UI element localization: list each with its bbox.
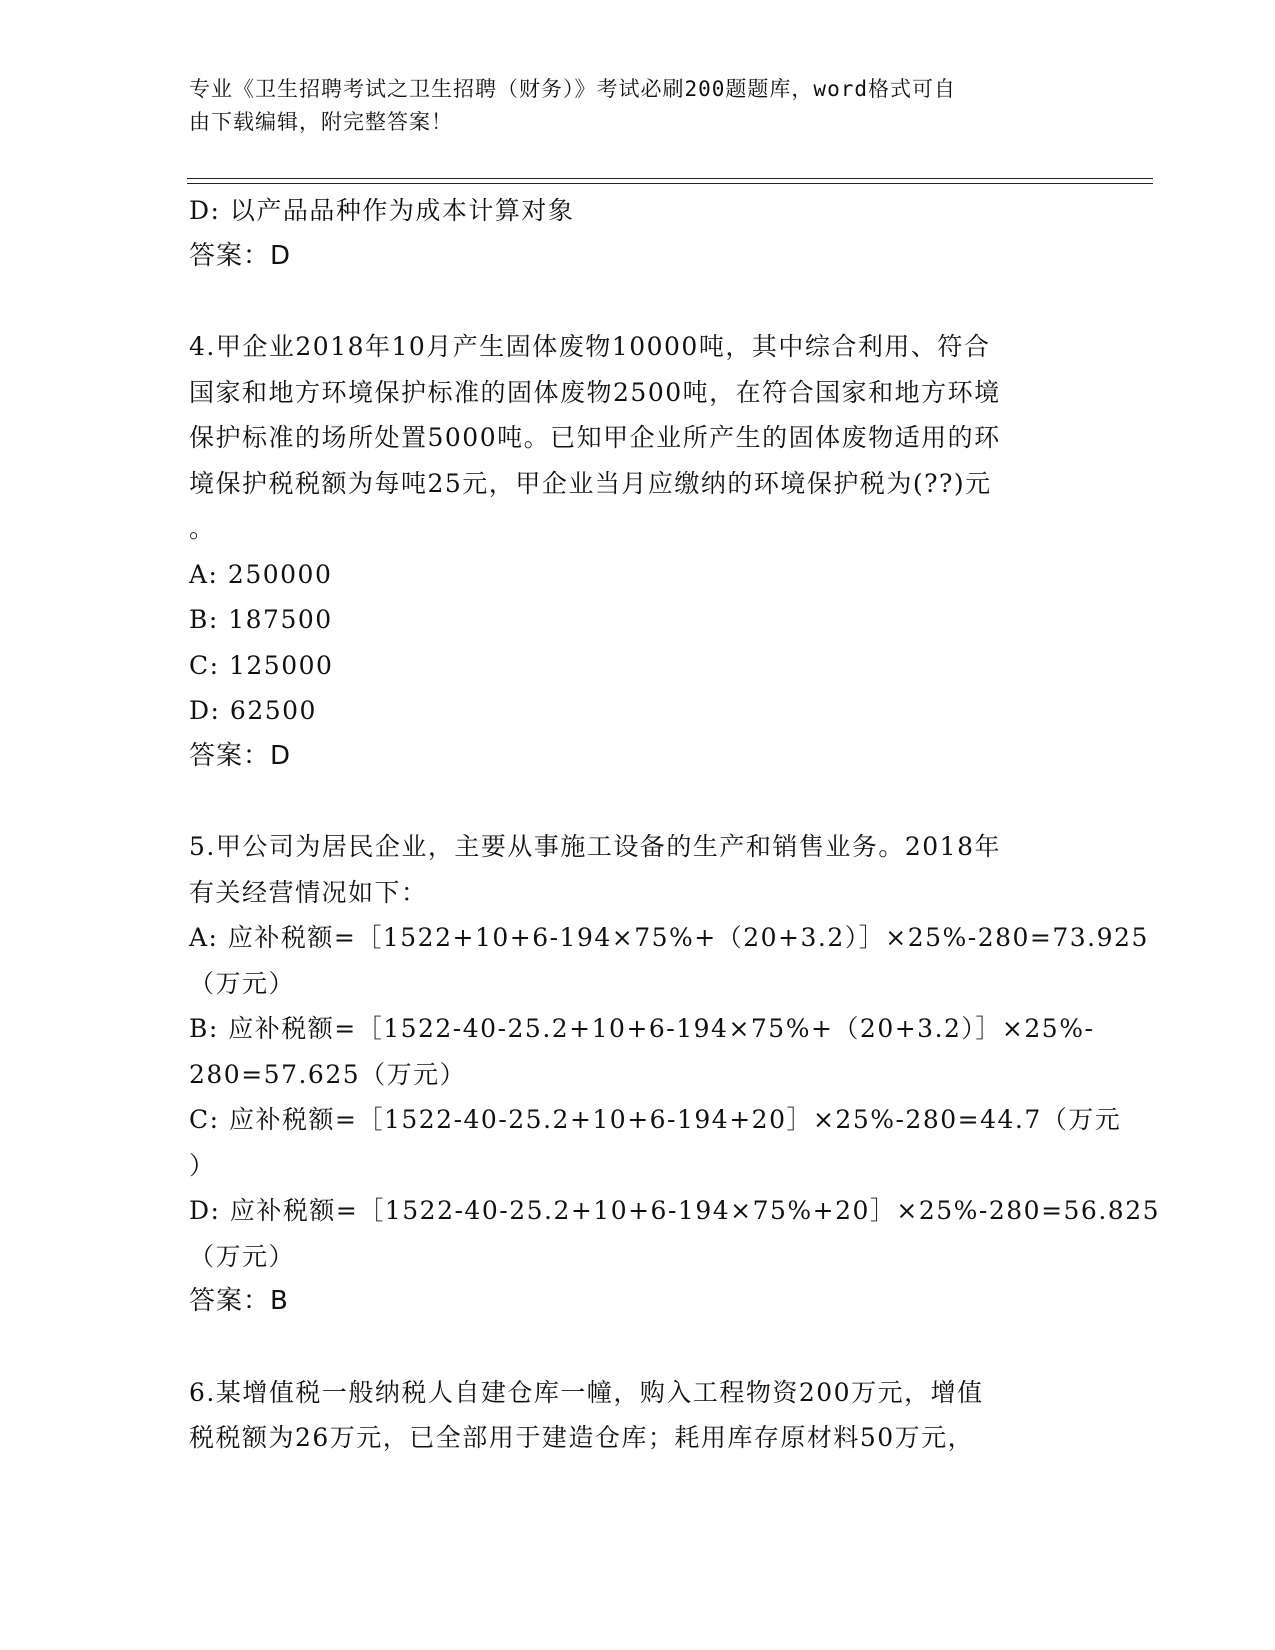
document-body	[189, 188, 1161, 1461]
option-a-continued: （万元）	[189, 968, 296, 998]
option-d: D: 以产品品种作为成本计算对象	[189, 196, 575, 225]
question-3-tail	[189, 188, 1079, 279]
question-stem-line: 6.某增值税一般纳税人自建仓库一幢，购入工程物资200万元，增值	[189, 1377, 984, 1407]
page-header	[189, 73, 1069, 139]
question-stem-line: 境保护税税额为每吨25元，甲企业当月应缴纳的环境保护税为(??)元	[189, 468, 992, 498]
option-b-continued: 280=57.625（万元）	[189, 1059, 467, 1089]
option-c: C: 125000	[189, 650, 334, 680]
spacer	[189, 779, 1079, 824]
option-a: A: 250000	[189, 559, 333, 589]
option-d: D: 应补税额=［1522-40-25.2+10+6-194×75%+20］×25%-280=56.825	[189, 1196, 1161, 1225]
question-stem-line: 5.甲公司为居民企业，主要从事施工设备的生产和销售业务。2018年	[189, 832, 1001, 861]
option-b: B: 应补税额=［1522-40-25.2+10+6-194×75%+（20+3.2）］×25%-	[189, 1014, 1095, 1043]
answer-line: 答案：B	[189, 1286, 289, 1316]
question-stem-line: 国家和地方环境保护标准的固体废物2500吨，在符合国家和地方环境	[189, 377, 1001, 407]
header-divider	[187, 183, 1153, 184]
header-line: 由下载编辑，附完整答案！	[189, 110, 453, 134]
option-c: C: 应补税额=［1522-40-25.2+10+6-194+20］×25%-280=44.7（万元	[189, 1105, 1122, 1134]
header-divider	[187, 178, 1153, 179]
question-6	[189, 1370, 1079, 1461]
question-5	[189, 824, 1161, 1325]
question-stem-line: 4.甲企业2018年10月产生固体废物10000吨，其中综合利用、符合	[189, 332, 991, 361]
question-stem-line: 。	[189, 514, 216, 543]
question-stem-line: 保护标准的场所处置5000吨。已知甲企业所产生的固体废物适用的环	[189, 423, 1001, 452]
option-b: B: 187500	[189, 605, 333, 634]
question-stem-line: 有关经营情况如下：	[189, 877, 428, 907]
option-d: D: 62500	[189, 696, 317, 725]
spacer	[189, 1325, 1079, 1370]
answer-line: 答案：D	[189, 740, 292, 771]
question-4	[189, 324, 1079, 779]
header-line: 专业《卫生招聘考试之卫生招聘（财务）》考试必刷200题题库，word格式可自	[189, 77, 956, 101]
question-stem-line: 税税额为26万元，已全部用于建造仓库；耗用库存原材料50万元，	[189, 1423, 975, 1452]
option-d-continued: （万元）	[189, 1241, 296, 1271]
option-c-continued: ）	[189, 1150, 216, 1180]
spacer	[189, 279, 1079, 324]
option-a: A: 应补税额=［1522+10+6-194×75%+（20+3.2）］×25%-280=73.925	[189, 923, 1149, 952]
answer-line: 答案：D	[189, 240, 292, 271]
